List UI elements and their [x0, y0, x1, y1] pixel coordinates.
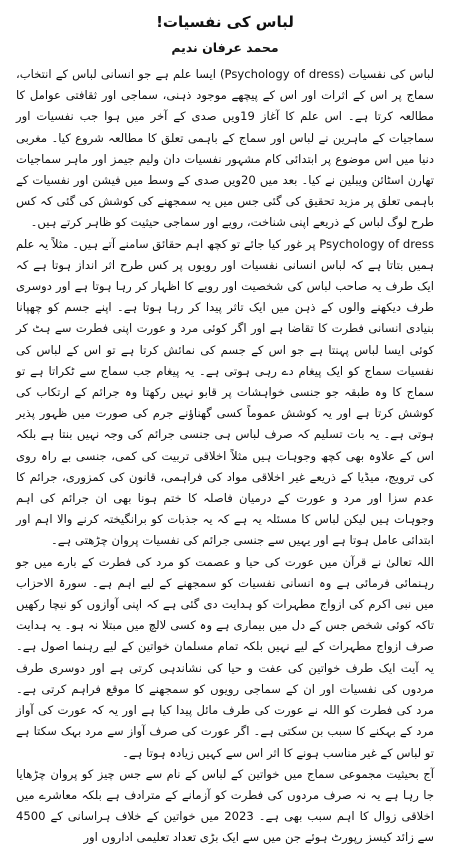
article-paragraph-3: اللہ تعالیٰ نے قرآن میں عورت کی حیا و عصمت کو مرد کی فطرت کے بارے میں جو رہنمائی فرمائی ہے وہ انسانی نفسیات کو سمجھنے کے لیے اہم ہے۔ سورۃ الاحزاب میں نبی اکرم کی ازواج مطہرات کو ہدایت دی گئی ہے کہ اپنی آوازوں کو نیچا رکھیں تاکہ کوئی شخص جس کے دل میں بیماری ہے وہ کسی لالچ میں مبتلا نہ ہو۔ یہ ہدایت صرف ازواج مطہرات کے لیے نہیں بلکہ تمام مسلمان خواتین کے لیے رہنما اصول ہے۔ یہ آیت ایک طرف خواتین کی عفت و حیا کی نشاندہی کرتی ہے اور دوسری طرف مردوں کی نفسیات اور ان کے سماجی رویوں کو سمجھنے کا موقع فراہم کرتی ہے۔ مرد کی فطرت کو اللہ نے عورت کی طرف مائل پیدا کیا ہے اور یہ کہ عورت کی آواز مرد کے بہکنے کا سبب بن سکتی ہے۔ اگر عورت کی صرف آواز سے مرد بہک سکتا ہے تو لباس کے غیر مناسب ہونے کا اثر اس سے کہیں زیادہ ہوتا ہے۔ — [16, 554, 434, 760]
article-paragraph-1: لباس کی نفسیات (Psychology of dress) ایسا علم ہے جو انسانی لباس کے انتخاب، سماج پر اس کے اثرات اور اس کے پیچھے موجود ذہنی، سماجی اور ثقافتی عوامل کا مطالعہ کرتا ہے۔ اس علم کا آغاز 19ویں صدی کے آخر میں ہوا جب نفسیات اور سماجیات کے ماہرین نے لباس اور سماج کے باہمی تعلق کا مطالعہ شروع کیا۔ مغربی دنیا میں اس موضوع پر ابتدائی کام مشہور نفسیات دان ولیم جیمز اور ماہر سماجیات تھارن اسٹائن ویبلین نے کیا۔ بعد میں 20ویں صدی کے وسط میں فیشن اور نفسیات کے باہمی تعلق پر مزید تحقیق کی گئی جس میں یہ سمجھنے کی کوشش کی گئی کہ کس طرح لوگ لباس کے ذریعے اپنی شناخت، رویے اور سماجی حیثیت کو ظاہر کرتے ہیں۔ — [16, 67, 435, 230]
article-author: محمد عرفان ندیم — [171, 40, 279, 55]
article-paragraph-2: Psychology of dress پر غور کیا جائے تو کچھ اہم حقائق سامنے آتے ہیں۔ مثلاً یہ علم ہمیں بتاتا ہے کہ لباس انسانی نفسیات اور رویوں پر کس طرح اثر انداز ہوتا ہے کہ ایک طرف یہ صاحب لباس کی شخصیت اور رویے کا اظہار کر رہا ہوتا ہے اور دوسری طرف دیکھنے والوں کے ذہن میں ایک تاثر پیدا کر رہا ہوتا ہے۔ اپنے جسم کو چھپانا بنیادی انسانی فطرت کا تقاضا ہے اور اگر کوئی مرد و عورت اپنی فطرت سے ہٹ کر کوئی ایسا لباس پہنتا ہے جو اس کے جسم کی نمائش کرتا ہے تو اس کے لباس کی نفسیات سماج کو ایک پیغام دے رہی ہوتی ہے۔ یہ پیغام جب سماج سے ٹکراتا ہے تو سماج کا وہ طبقہ جو جنسی خواہشات پر قابو نہیں رکھتا وہ جرائم کے ارتکاب کی کوشش کرتا ہے اور یہ کوشش عموماً کسی گھناؤنے جرم کی صورت میں ظہور پذیر ہوتی ہے۔ یہ بات تسلیم کہ صرف لباس ہی جنسی جرائم کی وجہ نہیں بنتا ہے بلکہ اس کے علاوہ بھی کچھ وجوہات ہیں مثلاً اخلاقی تربیت کی کمی، جنسی بے راہ روی کی ترویج، میڈیا کے ذریعے غیر اخلاقی مواد کی فراہمی، قانون کی کمزوری، جرائم کا عدم سزا اور مرد و عورت کے درمیان فاصلہ کا ختم ہونا بھی ان جرائم کی اہم وجوہات ہیں لیکن لباس کا مسئلہ یہ ہے کہ یہ جذبات کو برانگیختہ کرنے والا اہم اور ابتدائی عامل ہوتا ہے اور یہیں سے جنسی جرائم کی نفسیات پروان چڑھتی ہے۔ — [16, 236, 434, 548]
article-title: لباس کی نفسیات! — [156, 13, 294, 31]
article-paragraph-4: آج بحیثیت مجموعی سماج میں خواتین کے لباس کے نام سے جس چیز کو پروان چڑھایا جا رہا ہے یہ نہ صرف مردوں کی فطرت کو آزمانے کے مترادف ہے بلکہ معاشرے میں اخلاقی زوال کا اہم سبب بھی ہے۔ 2023 میں خواتین کے خلاف ہراسانی کے 4500 سے زائد کیسز رپورٹ ہوئے جن میں سے ایک بڑی تعداد تعلیمی اداروں اور — [16, 766, 434, 845]
